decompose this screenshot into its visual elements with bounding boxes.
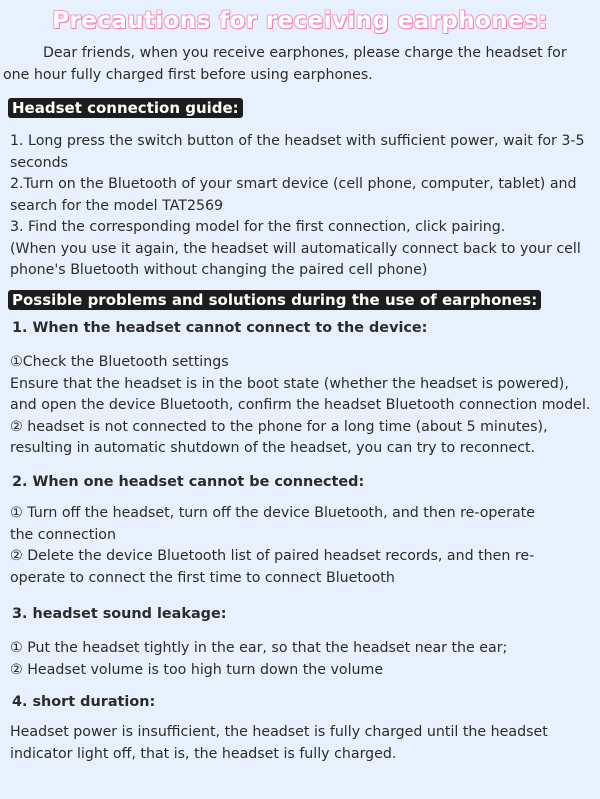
connection-guide-heading: Headset connection guide:	[8, 98, 243, 118]
guide-line: 1. Long press the switch button of the headset with sufficient power, wait for 3-5	[10, 133, 585, 149]
problem-line: Headset power is insufficient, the headset is fully charged until the headset	[10, 724, 548, 740]
problem-line: operate to connect the first time to connect Bluetooth	[10, 569, 395, 586]
guide-line: seconds	[10, 154, 68, 171]
intro-paragraph	[3, 42, 595, 86]
guide-line: search for the model TAT2569	[10, 197, 224, 214]
problem-line: ① Put the headset tightly in the ear, so that the headset near the ear;	[10, 640, 508, 656]
problem-line: indicator light off, that is, the headset is fully charged.	[10, 745, 397, 762]
guide-line: 3. Find the corresponding model for the first connection, click pairing.	[10, 219, 506, 235]
problem-3-text	[10, 638, 595, 681]
problems-heading: Possible problems and solutions during the use of earphones:	[8, 290, 541, 310]
problem-3-title: 3. headset sound leakage:	[12, 606, 227, 622]
problem-4-text	[10, 722, 595, 765]
intro-line-2: one hour fully charged first before using earphones.	[3, 67, 373, 83]
page-title: Precautions for receiving earphones:	[52, 8, 548, 34]
problem-line: ② Headset volume is too high turn down the volume	[10, 661, 384, 678]
connection-guide-text	[10, 131, 595, 282]
problem-line: resulting in automatic shutdown of the headset, you can try to reconnect.	[10, 440, 536, 456]
problem-1-title: 1. When the headset cannot connect to the device:	[12, 320, 428, 336]
problem-line: Ensure that the headset is in the boot state (whether the headset is powered),	[10, 375, 569, 392]
problem-line: and open the device Bluetooth, confirm the headset Bluetooth connection model.	[10, 397, 591, 413]
problem-2-title: 2. When one headset cannot be connected:	[12, 474, 365, 490]
problem-line: ② headset is not connected to the phone for a long time (about 5 minutes),	[10, 418, 548, 435]
problem-4-title: 4. short duration:	[12, 694, 156, 710]
problem-line: ① Turn off the headset, turn off the device Bluetooth, and then re-operate	[10, 505, 535, 521]
guide-line: 2.Turn on the Bluetooth of your smart device (cell phone, computer, tablet) and	[10, 176, 577, 192]
problem-line: ② Delete the device Bluetooth list of paired headset records, and then re-	[10, 548, 535, 564]
problem-1-text	[10, 352, 595, 460]
intro-line-1: Dear friends, when you receive earphones, please charge the headset for	[43, 45, 567, 61]
problem-2-text	[10, 503, 595, 589]
problem-line: ①Check the Bluetooth settings	[10, 354, 229, 370]
problem-line: the connection	[10, 526, 116, 543]
guide-line: (When you use it again, the headset will automatically connect back to your cell	[10, 240, 581, 257]
guide-line: phone's Bluetooth without changing the paired cell phone)	[10, 262, 428, 278]
